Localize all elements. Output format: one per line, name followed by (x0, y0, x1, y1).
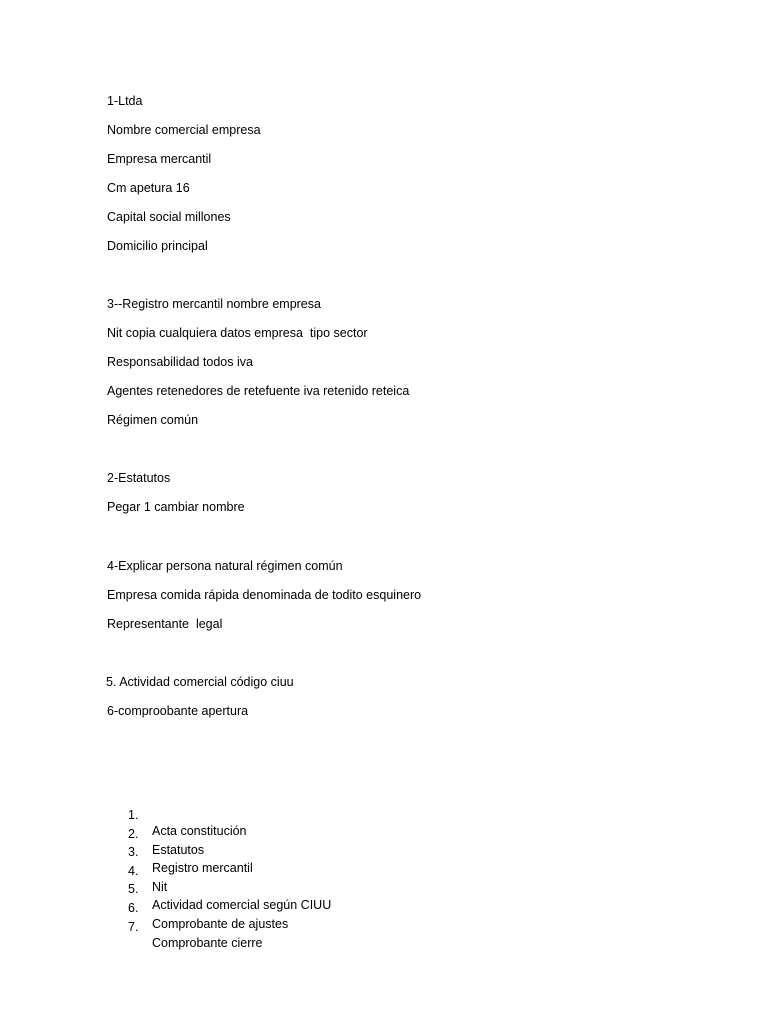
list-number: 1. (128, 808, 139, 822)
list-item (0, 847, 168, 894)
text-line: 5. Actividad comercial código ciuu (106, 675, 294, 689)
list-number: 2. (128, 826, 139, 841)
text-line: Agentes retenedores de retefuente iva retenido reteica (107, 384, 410, 398)
list-item (0, 791, 247, 838)
text-line: 4-Explicar persona natural régimen común (107, 559, 343, 573)
text-line: Empresa comida rápida denominada de todito esquinero (107, 588, 422, 602)
text-line: Régimen común (107, 413, 199, 427)
list-number: 5. (128, 882, 139, 897)
text-line: Nombre comercial empresa (107, 123, 261, 137)
list-item-text: Acta constitución (152, 824, 247, 838)
text-line: Empresa mercantil (107, 152, 212, 166)
list-item-text: Estatutos (152, 842, 205, 857)
list-number: 6. (128, 900, 139, 915)
text-line: 3--Registro mercantil nombre empresa (107, 297, 321, 311)
list-item-text: Actividad comercial según CIUU (152, 898, 332, 913)
text-line: Pegar 1 cambiar nombre (107, 500, 245, 514)
text-line: Cm apetura 16 (107, 181, 190, 195)
list-item-text: Registro mercantil (152, 861, 253, 876)
text-line: 2-Estatutos (107, 471, 171, 485)
text-line: 1-Ltda (107, 94, 143, 108)
list-item-text: Comprobante cierre (152, 935, 263, 950)
list-number: 3. (128, 845, 139, 860)
numbered-list (0, 791, 332, 950)
text-line: Nit copia cualquiera datos empresa tipo sector (107, 326, 368, 340)
list-item-text: Comprobante de ajustes (152, 916, 289, 931)
text-line: Responsabilidad todos iva (107, 355, 253, 369)
list-number: 7. (128, 919, 139, 934)
text-line: Representante legal (107, 617, 223, 631)
text-line: Domicilio principal (107, 239, 208, 253)
list-number: 4. (128, 863, 139, 878)
text-line: 6-comproobante apertura (107, 704, 249, 718)
text-line: Capital social millones (107, 210, 231, 224)
list-item-text: Nit (152, 879, 168, 894)
